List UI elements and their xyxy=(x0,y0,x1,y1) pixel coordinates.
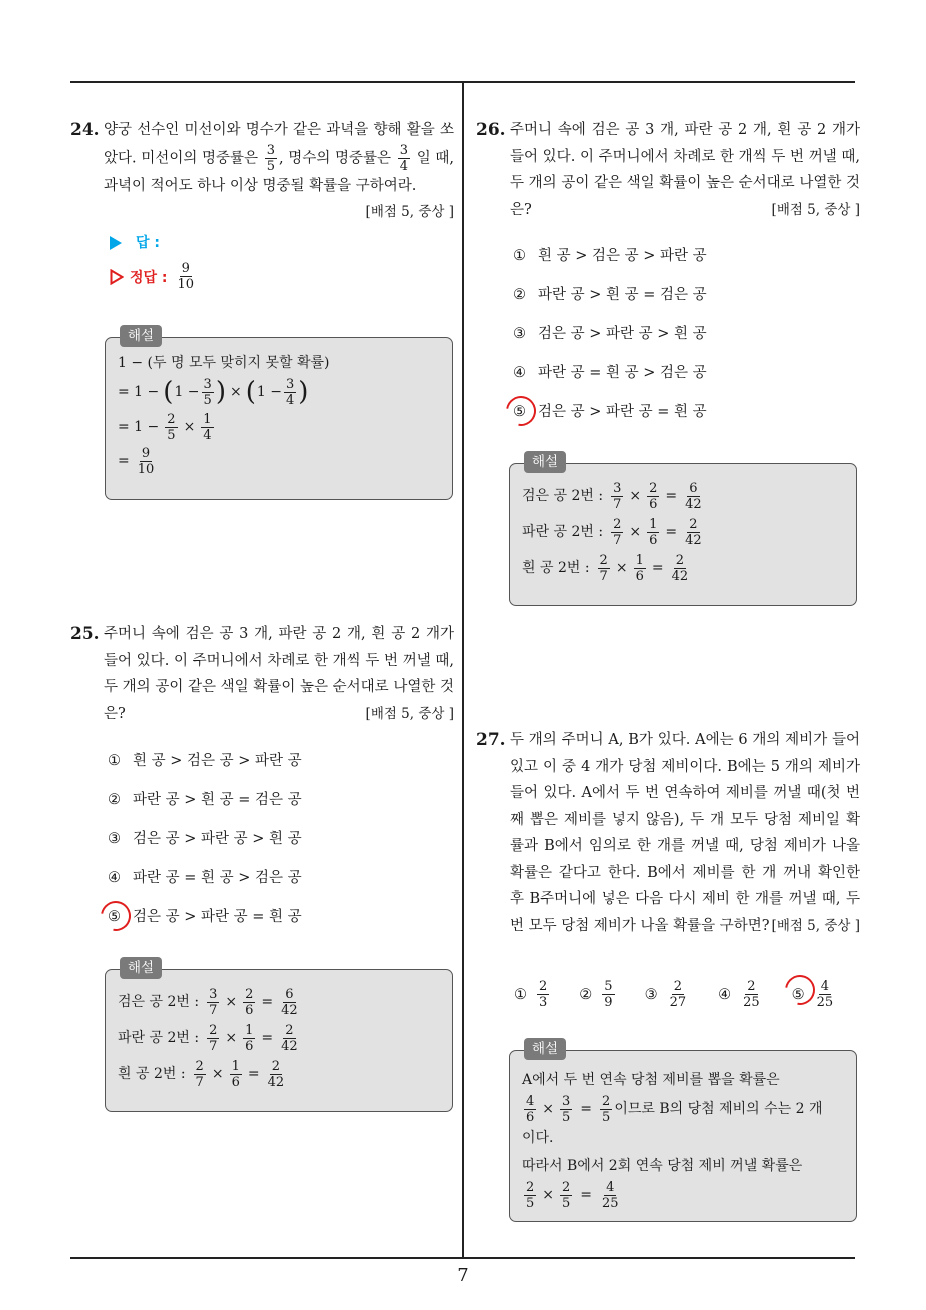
choice-option[interactable] xyxy=(792,980,838,1009)
explanation-row: 파란 공 2번 : $\frac{2}{7}$ × $\frac{1}{6}$ = $\frac{2}{42}$ xyxy=(118,1022,298,1054)
fraction: $\frac{3}{7}$ xyxy=(613,480,622,512)
fraction: $\frac{2}{42}$ xyxy=(281,1022,298,1054)
page-number: 7 xyxy=(457,1265,469,1286)
explanation-box xyxy=(105,960,453,1112)
question-number: 27. xyxy=(476,730,506,750)
choice-option[interactable] xyxy=(513,324,707,344)
explanation-tab: 해설 xyxy=(120,957,162,979)
answer-row xyxy=(110,232,160,252)
choice-text: 파란 공 > 흰 공 = 검은 공 xyxy=(538,287,707,303)
choice-number: ② xyxy=(513,287,526,303)
choice-text: 파란 공 > 흰 공 = 검은 공 xyxy=(133,792,302,808)
column-divider xyxy=(462,81,464,1258)
choice-number: ④ xyxy=(718,986,732,1003)
score-label: [배점 5, 중상 ] xyxy=(365,706,454,722)
fraction: $\frac{2}{7}$ xyxy=(195,1058,204,1090)
bottom-rule xyxy=(70,1257,855,1259)
fraction: $\frac{3}{7}$ xyxy=(209,986,218,1018)
choice-option[interactable] xyxy=(579,980,616,1009)
explanation-box xyxy=(509,454,857,606)
explanation-box: 해설 1 − (두 명 모두 맞히지 못할 확률) = 1 − ( 1 − $\frac{3}{5}$ ) × ( 1 − $\frac{3}{4}$ ) = 1 − $\frac{2}{5}$ × $\frac{1}{4}$ = $\frac{9}{10}$ xyxy=(105,337,453,500)
choice-number: ② xyxy=(108,792,121,808)
choice-list xyxy=(514,980,865,1009)
question-25 xyxy=(70,621,454,728)
fraction: $\frac{2}{27}$ xyxy=(669,979,687,1010)
question-26 xyxy=(476,117,860,224)
fraction: $\frac{2}{7}$ xyxy=(613,516,622,548)
fraction: $\frac{2}{7}$ xyxy=(209,1022,218,1054)
choice-text: 검은 공 > 파란 공 = 흰 공 xyxy=(133,909,302,925)
choice-number: ① xyxy=(513,248,526,264)
choice-option[interactable] xyxy=(513,246,707,266)
choice-option[interactable] xyxy=(108,868,302,888)
choice-option[interactable] xyxy=(513,363,707,383)
fraction: $\frac{3}{4}$ xyxy=(399,142,409,174)
explanation-tab: 해설 xyxy=(524,451,566,473)
choice-number: ④ xyxy=(108,870,121,886)
choice-text: 파란 공 = 흰 공 > 검은 공 xyxy=(133,870,302,886)
choice-number: ③ xyxy=(513,326,526,342)
question-27 xyxy=(476,727,860,940)
score-label: [배점 5, 중상 ] xyxy=(771,202,860,218)
correct-answer-row xyxy=(110,262,198,291)
choice-text: 흰 공 > 검은 공 > 파란 공 xyxy=(133,753,302,769)
choice-text: 검은 공 > 파란 공 = 흰 공 xyxy=(538,404,707,420)
question-text: 두 개의 주머니 A, B가 있다. A에는 6 개의 제비가 들어 있고 이 중 4 개가 당첨 제비이다. B에는 5 개의 제비가 들어 있다. A에서 두 번 연속하여 제비를 꺼낼 때(첫 번째 뽑은 제비를 넣지 않음), 두 개 모두 당첨 제비일 확률과 B에서 임의로 한 개를 꺼낼 때, 당첨 제비가 나올 확률은 같다고 한다. B에서 제비를 한 개 꺼내 확인한 후 B주머니에 넣은 다음 다시 제비 한 개를 꺼낼 때, 두 번 모두 당첨 제비가 나올 확률을 구하면? xyxy=(510,732,860,934)
fraction: $\frac{5}{9}$ xyxy=(604,979,613,1010)
question-number: 26. xyxy=(476,120,506,140)
choice-number: ⑤ xyxy=(513,404,526,420)
fraction: $\frac{1}{6}$ xyxy=(635,552,644,584)
explanation-row: 검은 공 2번 : $\frac{3}{7}$ × $\frac{2}{6}$ = $\frac{6}{42}$ xyxy=(118,986,298,1018)
question-text: 주머니 속에 검은 공 3 개, 파란 공 2 개, 흰 공 2 개가 들어 있다. 이 주머니에서 차례로 한 개씩 두 번 꺼낼 때, 두 개의 공이 같은 색일 확률이 높은 순서대로 나열한 것은? xyxy=(510,122,860,218)
fraction: $\frac{2}{3}$ xyxy=(539,979,548,1010)
choice-option[interactable] xyxy=(645,980,691,1009)
choice-option[interactable] xyxy=(108,907,302,927)
choice-number: ④ xyxy=(513,365,526,381)
choice-option[interactable] xyxy=(108,751,302,771)
outline-triangle-icon xyxy=(110,269,124,285)
choice-option[interactable] xyxy=(108,829,302,849)
explanation-tab: 해설 xyxy=(120,325,162,347)
explanation-box: 해설 A에서 두 번 연속 당첨 제비를 뽑을 확률은 $\frac{4}{6}$ × $\frac{3}{5}$ = $\frac{2}{5}$ 이므로 B의 당첨 제비의 수는 2 개 이다. 따라서 B에서 2회 연속 당첨 제비 꺼낼 확률은 $\frac{2}{5}$ × $\frac{2}{5}$ = $\frac{4}{25}$ xyxy=(509,1050,857,1222)
play-triangle-icon xyxy=(110,236,122,250)
correct-answer-value: $\frac{9}{10}$ xyxy=(177,261,195,292)
choice-number: ⑤ xyxy=(791,986,805,1003)
choice-number: ① xyxy=(108,753,121,769)
choice-option[interactable] xyxy=(513,402,707,422)
fraction: $\frac{4}{25}$ xyxy=(816,979,834,1010)
question-24 xyxy=(70,117,455,226)
question-number: 25. xyxy=(70,624,100,644)
fraction: $\frac{3}{5}$ xyxy=(266,142,276,174)
fraction: $\frac{2}{7}$ xyxy=(599,552,608,584)
explanation-row: 검은 공 2번 : $\frac{3}{7}$ × $\frac{2}{6}$ = $\frac{6}{42}$ xyxy=(522,480,702,512)
correct-answer-label: 정답 : xyxy=(130,269,168,286)
score-label: [배점 5, 중상 ] xyxy=(771,918,860,934)
fraction: $\frac{6}{42}$ xyxy=(685,480,702,512)
fraction: $\frac{2}{25}$ xyxy=(743,979,760,1010)
question-number: 24. xyxy=(70,120,100,140)
choice-number: ② xyxy=(579,986,593,1003)
fraction: $\frac{6}{42}$ xyxy=(281,986,298,1018)
choice-option[interactable] xyxy=(513,285,707,305)
choice-number: ① xyxy=(514,986,527,1003)
choice-text: 검은 공 > 파란 공 > 흰 공 xyxy=(538,326,707,342)
choice-text: 흰 공 > 검은 공 > 파란 공 xyxy=(538,248,707,264)
explanation-tab: 해설 xyxy=(524,1038,566,1060)
choice-option[interactable] xyxy=(514,980,551,1009)
question-text: 양궁 선수인 미선이와 명수가 같은 과녁을 향해 활을 쏘았다. 미선이의 명중률은 $\frac{3}{5}$ , 명수의 명중률은 $\frac{3}{4}$ 일 때, 과녁이 적어도 하나 이상 명중될 확률을 구하여라. xyxy=(104,122,455,194)
question-text: 주머니 속에 검은 공 3 개, 파란 공 2 개, 흰 공 2 개가 들어 있다. 이 주머니에서 차례로 한 개씩 두 번 꺼낼 때, 두 개의 공이 같은 색일 확률이 높은 순서대로 나열한 것은? xyxy=(104,626,454,722)
choice-number: ③ xyxy=(644,986,658,1003)
choice-number: ③ xyxy=(108,831,121,847)
explanation-row: 흰 공 2번 : $\frac{2}{7}$ × $\frac{1}{6}$ = $\frac{2}{42}$ xyxy=(118,1058,285,1090)
choice-text: 검은 공 > 파란 공 > 흰 공 xyxy=(133,831,302,847)
fraction: $\frac{2}{6}$ xyxy=(649,480,658,512)
fraction: $\frac{1}{6}$ xyxy=(231,1058,240,1090)
fraction: $\frac{2}{6}$ xyxy=(245,986,254,1018)
fraction: $\frac{2}{42}$ xyxy=(685,516,702,548)
score-label: [배점 5, 중상 ] xyxy=(365,204,454,220)
selected-answer-mark-icon xyxy=(500,390,542,432)
choice-text: 파란 공 = 흰 공 > 검은 공 xyxy=(538,365,707,381)
explanation-row: 파란 공 2번 : $\frac{2}{7}$ × $\frac{1}{6}$ = $\frac{2}{42}$ xyxy=(522,516,702,548)
choice-option[interactable] xyxy=(718,980,764,1009)
fraction: $\frac{2}{42}$ xyxy=(267,1058,285,1090)
fraction: $\frac{1}{6}$ xyxy=(245,1022,254,1054)
selected-answer-mark-icon xyxy=(95,895,137,937)
answer-label: 답 : xyxy=(136,235,160,251)
choice-option[interactable] xyxy=(108,790,302,810)
choice-number: ⑤ xyxy=(108,909,121,925)
fraction: $\frac{1}{6}$ xyxy=(649,516,658,548)
fraction: $\frac{2}{42}$ xyxy=(671,552,689,584)
explanation-row: 흰 공 2번 : $\frac{2}{7}$ × $\frac{1}{6}$ = $\frac{2}{42}$ xyxy=(522,552,689,584)
